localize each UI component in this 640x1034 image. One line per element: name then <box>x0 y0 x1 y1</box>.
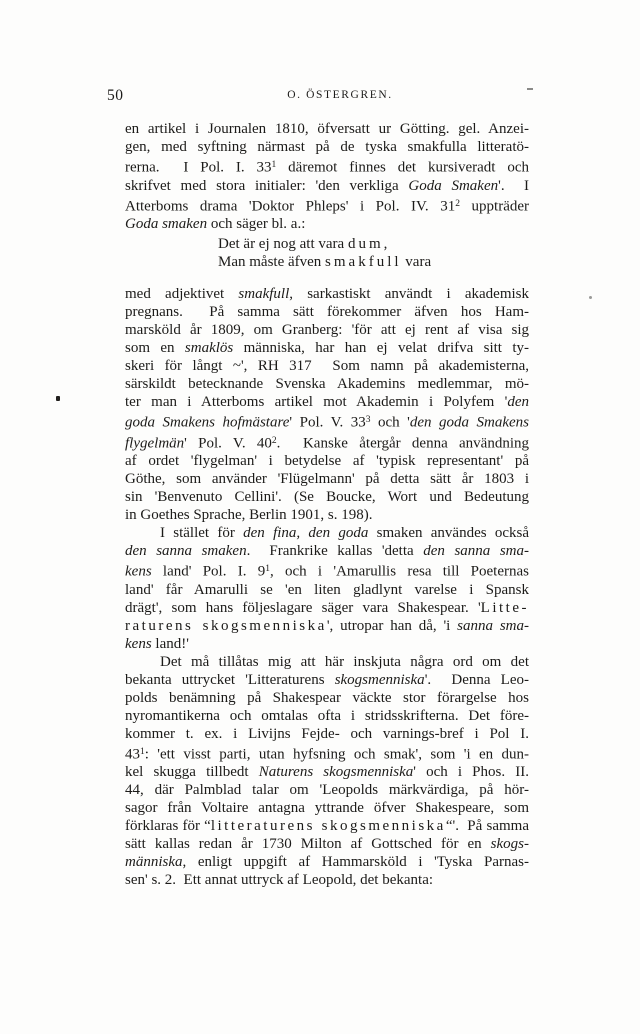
text-line <box>125 853 529 871</box>
text-segment: smaken användes också <box>368 525 529 541</box>
superscript-reference: 3 <box>365 415 371 425</box>
text-segment: af ordet 'flygelman' i betydelse af 'typisk representant' på <box>125 453 529 469</box>
text-line <box>125 524 529 542</box>
text-segment: bekanta uttrycket 'Litteraturens <box>125 671 335 688</box>
text-segment: ', utropar han då, 'i <box>326 617 458 634</box>
text-segment: Göthe, som använder 'Flügelmann' på detta sätt år 1803 i <box>125 471 529 487</box>
text-line <box>125 707 529 725</box>
text-line <box>125 763 529 781</box>
text-segment: ' och i Phos. II. <box>413 764 529 780</box>
text-segment: den sanna smaken <box>125 543 247 559</box>
text-segment: kens <box>125 563 152 580</box>
text-segment: , <box>383 236 388 252</box>
text-segment: kommer t. ex. i Livijns Fejde- och varnings-bref i Pol I. <box>125 725 529 742</box>
ink-speck <box>589 296 592 299</box>
text-segment: '. I <box>498 177 530 194</box>
text-line <box>125 177 529 195</box>
text-segment: “'. På samma <box>445 818 529 834</box>
text-segment: '. Denna Leo- <box>424 671 529 688</box>
text-line <box>125 452 529 470</box>
text-line <box>125 432 529 453</box>
text-segment: litteraturens skogsmenniska <box>210 818 446 834</box>
text-segment: , enligt uppgift af Hammarsköld i 'Tyska Parnas- <box>182 854 529 870</box>
text-segment: skogs- <box>490 836 529 852</box>
text-segment: in Goethes Sprache, Berlin 1901, s. 198). <box>125 507 373 523</box>
text-segment: den fina, den goda <box>243 525 369 541</box>
text-line <box>125 375 529 393</box>
text-segment: goda Smakens hofmästare <box>125 414 290 431</box>
verse-block <box>125 235 529 271</box>
paragraph <box>125 524 529 653</box>
text-segment: som en <box>125 340 185 356</box>
text-line <box>125 411 529 432</box>
text-segment: I stället för <box>160 525 244 541</box>
text-line <box>125 120 529 138</box>
text-segment: smakfull <box>325 254 402 270</box>
text-segment: den <box>507 394 529 410</box>
text-line <box>125 617 529 635</box>
text-segment: smakfull <box>238 286 290 302</box>
text-segment: skogsmenniska <box>334 671 425 688</box>
text-line <box>125 339 529 357</box>
text-segment: 44, där Palmblad talar om 'Leopolds märkvärdiga, på hör- <box>125 782 529 798</box>
text-segment: med adjektivet <box>125 286 239 302</box>
text-segment: flygelmän <box>125 435 185 451</box>
text-line <box>125 599 529 617</box>
text-segment: marsköld år 1809, om Granberg: 'för att ej rent af visa sig <box>125 322 529 338</box>
text-line <box>125 671 529 689</box>
text-line <box>125 321 529 339</box>
text-line <box>125 285 529 303</box>
superscript-reference: 1 <box>271 160 277 170</box>
text-line <box>125 799 529 817</box>
text-segment: den sanna sma- <box>423 543 529 559</box>
text-segment: ' Pol. V. 33 <box>289 414 366 431</box>
text-segment: land' får Amarulli se 'en liten gladlynt varelse i Spansk <box>125 581 529 598</box>
text-segment: särskildt betecknande Svenska Akademins medlemmar, mö- <box>125 376 529 392</box>
paragraph <box>125 653 529 890</box>
text-segment: Litte- <box>480 599 529 616</box>
text-segment: , sarkastiskt användt i akademisk <box>289 286 529 302</box>
text-segment: en artikel i Journalen 1810, öfversatt ur Götting. gel. Anzei- <box>125 121 529 137</box>
text-line <box>125 817 529 835</box>
text-block <box>125 120 529 889</box>
text-line <box>125 506 529 524</box>
ink-speck <box>56 396 60 401</box>
text-segment: och ' <box>370 414 410 431</box>
text-segment: uppträder <box>459 198 530 214</box>
running-header: O. ÖSTERGREN. <box>287 89 393 101</box>
text-line <box>125 138 529 156</box>
text-line <box>125 195 529 216</box>
text-segment: . Kanske återgår denna användning <box>276 435 529 451</box>
text-segment: och säger bl. a.: <box>207 216 306 232</box>
text-segment: , och i 'Amarullis resa till Poeternas <box>270 563 529 580</box>
text-line <box>125 393 529 411</box>
text-segment: skrifvet med stora initialer: 'den verkliga <box>125 177 409 194</box>
text-segment: sanna sma- <box>457 617 529 634</box>
text-segment: sen' s. 2. Ett annat uttryck af Leopold, det bekanta: <box>125 872 434 888</box>
text-segment: pregnans. På samma sätt förekommer äfven hos Ham- <box>125 304 529 320</box>
superscript-reference: 1 <box>265 564 270 574</box>
text-line <box>125 156 529 177</box>
superscript-reference: 2 <box>455 198 460 209</box>
text-segment: kens <box>125 635 152 652</box>
text-line <box>125 581 529 599</box>
text-line <box>125 303 529 321</box>
text-line <box>125 635 529 653</box>
text-segment: kel skugga tillbedt <box>125 764 259 780</box>
text-line <box>125 835 529 853</box>
text-line <box>125 689 529 707</box>
text-segment: land' Pol. I. 9 <box>151 563 266 580</box>
text-segment: däremot finnes det kursiveradt och <box>276 159 530 176</box>
text-segment: sin 'Benvenuto Cellini'. (Se Boucke, Wort und Bedeutung <box>125 489 529 505</box>
text-line <box>218 253 529 271</box>
text-line <box>125 488 529 506</box>
text-segment: människa <box>125 854 183 870</box>
text-segment: Goda smaken <box>125 216 208 232</box>
text-line <box>125 781 529 799</box>
text-segment: skeri för långt ~', RH 317 Som namn på akademisterna, <box>125 358 529 374</box>
text-segment: gen, med syftning närmast på de tyska smakfulla litteratö- <box>125 139 529 155</box>
text-segment: polds benämning på Shakespear väckte stor förargelse hos <box>125 689 529 706</box>
text-line <box>218 235 529 253</box>
text-line <box>125 871 529 889</box>
text-line <box>125 357 529 375</box>
text-segment: Man måste äfven <box>218 254 326 270</box>
text-segment: 43 <box>125 746 140 762</box>
text-segment: sätt kallas redan år 1730 Milton af Gottsched för en <box>125 836 491 852</box>
text-segment: land!' <box>151 635 189 652</box>
text-segment: nyromantikerna och omtalas ofta i stridsskrifterna. Det före- <box>125 707 529 724</box>
text-segment: den goda Smakens <box>409 414 529 431</box>
paragraph <box>125 120 529 233</box>
text-line <box>125 560 529 581</box>
text-segment: Det må tillåtas mig att här inskjuta några ord om det <box>160 653 529 670</box>
superscript-reference: 2 <box>271 435 277 446</box>
text-segment: raturens skogsmenniska <box>125 617 327 634</box>
text-segment: smaklös <box>184 340 234 356</box>
text-segment: Goda Smaken <box>408 177 499 194</box>
text-line <box>125 743 529 764</box>
text-segment: förklaras för “ <box>125 818 211 834</box>
ink-speck <box>527 88 533 90</box>
text-segment: Atterboms drama 'Doktor Phleps' i Pol. IV. 31 <box>125 198 456 214</box>
text-line <box>125 215 529 233</box>
text-segment: . Frankrike kallas 'detta <box>246 543 424 559</box>
text-line <box>125 653 529 671</box>
text-segment: drägt', som hans följeslagare säger vara Shakespear. ' <box>125 599 481 616</box>
text-segment: rerna. I Pol. I. 33 <box>125 159 272 176</box>
page-header <box>0 87 640 107</box>
text-segment: ter man i Atterboms artikel mot Akademin i Polyfem ' <box>125 394 508 410</box>
text-line <box>125 725 529 743</box>
text-segment: Det är ej nog att vara <box>218 236 348 252</box>
text-segment: : 'ett visst parti, utan hyfsning och smak', som 'i en dun- <box>144 746 529 762</box>
text-segment: vara <box>401 254 432 270</box>
text-segment: sagor från Voltaire antagna yttrande öfver Shakespeare, som <box>125 800 529 816</box>
page-number: 50 <box>107 87 124 104</box>
text-line <box>125 542 529 560</box>
text-segment: Naturens skogsmenniska <box>258 764 414 780</box>
text-segment: dum <box>347 236 384 252</box>
paragraph <box>125 285 529 524</box>
text-line <box>125 470 529 488</box>
superscript-reference: 1 <box>140 746 145 757</box>
text-segment: ' Pol. V. 40 <box>184 435 272 451</box>
text-segment: människa, har han ej velat drifva sitt ty- <box>233 340 530 356</box>
